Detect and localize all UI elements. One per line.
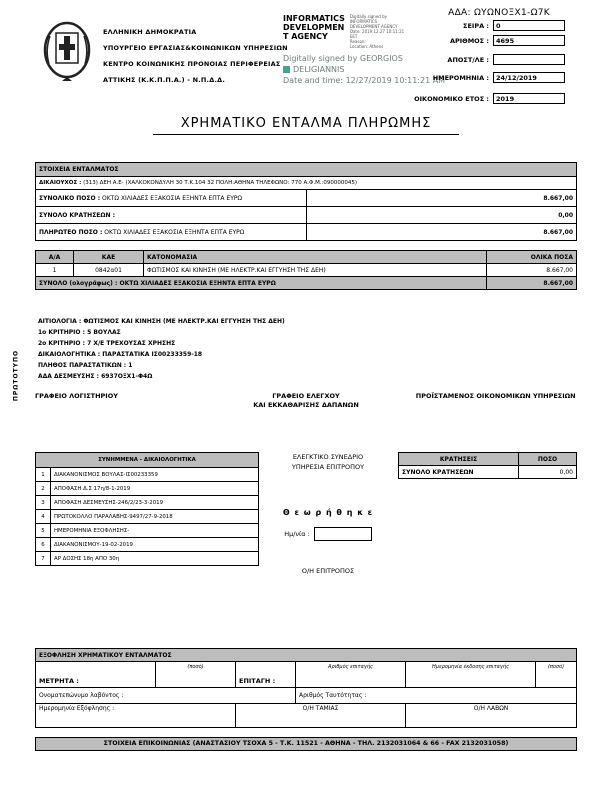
deductions-header-amount: ΠΟΣΟ xyxy=(519,453,577,466)
total-amount-value: 8.667,00 xyxy=(306,190,577,207)
criterion-2-line: 2ο ΚΡΙΤΗΡΙΟ : 7 Χ/Ε ΤΡΕΧΟΥΣΑΣ ΧΡΗΣΗΣ xyxy=(38,340,176,347)
attachment-num: 1 xyxy=(36,468,51,482)
deductions-words-cell xyxy=(36,207,307,224)
supporting-docs-line: ΔΙΚΑΙΟΛΟΓΗΤΙΚΑ : ΠΑΡΑΣΤΑΤΙΚΑ ΙΣ00233359-18 xyxy=(38,351,203,358)
cheque-amount-cell xyxy=(536,662,577,688)
attachment-num: 4 xyxy=(36,510,51,524)
attachment-text: ΑΠΟΦΑΣΗ Δ.Σ 17η/8-1-2019 xyxy=(51,482,259,496)
attachment-num: 6 xyxy=(36,538,51,552)
kae-row-name: ΦΩΤΙΣΜΟΣ ΚΑΙ ΚΙΝΗΣΗ (ΜΕ ΗΛΕΚΤΡ.ΚΑΙ ΕΓΓΥΗΣΗ ΤΗΣ ΔΕΗ) xyxy=(144,264,487,277)
cash-label: ΜΕΤΡΗΤΑ : xyxy=(39,677,79,685)
criterion-1-line: 1ο ΚΡΙΤΗΡΙΟ : 5 ΒΟΥΛΑΣ xyxy=(38,329,121,336)
receiver-label: Ο/Η ΛΑΒΩΝ xyxy=(406,704,577,728)
attachment-row xyxy=(36,524,259,538)
id-number-label: Αριθμός Ταυτότητας : xyxy=(296,688,577,704)
kae-row-aa: 1 xyxy=(36,264,74,277)
field-oikonomiko-etos xyxy=(414,93,565,104)
audit-office-label xyxy=(198,392,415,410)
attachment-text: ΗΜΕΡΟΜΗΝΙΑ ΕΞΟΦΛΗΣΗΣ- xyxy=(51,524,259,538)
beneficiary-value: (313) ΔΕΗ Α.Ε- (ΧΑΛΚΟΚΟΝΔΥΛΗ 30 Τ.Κ.104 32 ΠΟΛΗ:ΑΘΗΝΑ ΤΗΛΕΦΩΝΟ: 770 Α.Φ.Μ.:090000045) xyxy=(83,180,358,186)
issuing-agency-block xyxy=(103,24,288,88)
cheque-cell xyxy=(236,662,296,688)
ida-detail-line: Date: 2019.12.27 10:11:21 xyxy=(349,29,405,34)
justification-line: ΑΙΤΙΟΛΟΓΙΑ : ΦΩΤΙΣΜΟΣ ΚΑΙ ΚΙΝΗΣΗ (ΜΕ ΗΛΕΚΤΡ.ΚΑΙ ΕΓΓΥΗΣΗ ΤΗΣ ΔΕΗ) xyxy=(38,318,285,325)
page-title: ΧΡΗΜΑΤΙΚΟ ΕΝΤΑΛΜΑ ΠΛΗΡΩΜΗΣ xyxy=(153,116,460,135)
total-amount-words: ΟΚΤΩ ΧΙΛΙΑΔΕΣ ΕΞΑΚΟΣΙΑ ΕΞΗΝΤΑ ΕΠΤΑ ΕΥΡΩ xyxy=(102,194,243,202)
field-etos-value-box: 2019 xyxy=(493,93,565,104)
signer-datetime: Date and time: 12/27/2019 10:11:21 AM xyxy=(283,76,446,85)
deductions-table xyxy=(398,452,577,479)
ida-signature-stamp xyxy=(283,14,408,49)
attachment-text: ΠΡΩΤΟΚΟΛΛΟ ΠΑΡΑΛΑΒΗΣ-9497/27-9-2018 xyxy=(51,510,259,524)
audit-court-block xyxy=(262,452,394,575)
kae-header-amount: ΟΛΙΚΑ ΠΟΣΑ xyxy=(487,251,577,264)
accounting-office-label: ΓΡΑΦΕΙΟ ΛΟΓΙΣΤΗΡΙΟΥ xyxy=(35,392,118,400)
beneficiary-label: ΔΙΚΑΙΟΥΧΟΣ : xyxy=(39,180,82,186)
kae-header-name: ΚΑΤΟΝΟΜΑΣΙΑ xyxy=(144,251,487,264)
cash-amount-cell xyxy=(156,662,236,688)
justification-block xyxy=(38,316,285,382)
title-wrapper xyxy=(0,112,612,135)
payee-name-label: Ονοματεπώνυμο λαβόντος : xyxy=(36,688,296,704)
kae-header-aa: Α/Α xyxy=(36,251,74,264)
deductions-value: 0,00 xyxy=(306,207,577,224)
kae-header-kae: ΚΑΕ xyxy=(74,251,144,264)
agency-line-4: ΑΤΤΙΚΗΣ (Κ.Κ.Π.Π.Α.) - Ν.Π.Δ.Δ. xyxy=(103,76,226,84)
court-date-box xyxy=(314,527,372,541)
field-apost-value-box xyxy=(493,54,565,65)
audit-court-line-1: ΕΛΕΓΚΤΙΚΟ ΣΥΝΕΔΡΙΟ xyxy=(292,453,364,461)
payable-value: 8.667,00 xyxy=(306,224,577,241)
field-seira xyxy=(463,20,565,31)
payable-words-cell xyxy=(36,224,307,241)
field-seira-value-box: 0 xyxy=(493,20,565,31)
coat-of-arms-graphic xyxy=(40,20,94,82)
attachment-row xyxy=(36,468,259,482)
signer-name: DELIGIANNIS xyxy=(293,65,345,74)
attachment-num: 2 xyxy=(36,482,51,496)
field-imerominia-value-box: 24/12/2019 xyxy=(493,72,565,83)
attachment-row xyxy=(36,552,259,566)
ida-detail-line: Digitally signed by xyxy=(349,14,388,19)
cheque-date-hint: Ημερομηνία έκδοσης επιταγής xyxy=(432,664,509,670)
contact-info-bar: ΣΤΟΙΧΕΙΑ ΕΠΙΚΟΙΝΩΝΙΑΣ (ΑΝΑΣΤΑΣΙΟΥ ΤΣΟΧΑ 5 - Τ.Κ. 11521 - ΑΘΗΝΑ - ΤΗΛ. 2132031064 & 66 - FAX 2132031058) xyxy=(35,737,577,751)
kae-row-kae: 0842α01 xyxy=(74,264,144,277)
total-amount-words-cell xyxy=(36,190,307,207)
cheque-date-cell xyxy=(406,662,536,688)
field-arithmos xyxy=(450,35,565,46)
kae-total-label: ΣΥΝΟΛΟ (ολογράφως) : ΟΚΤΩ ΧΙΛΙΑΔΕΣ ΕΞΑΚΟΣΙΑ ΕΞΗΝΤΑ ΕΠΤΑ ΕΥΡΩ xyxy=(36,277,487,290)
attachment-text: ΑΠΟΦΑΣΗ ΔΕΣΜΕΥΣΗΣ-246/2/23-3-2019 xyxy=(51,496,259,510)
payment-settlement-table xyxy=(35,648,577,728)
attachment-num: 5 xyxy=(36,524,51,538)
cash-cell xyxy=(36,662,156,688)
kae-total-amount: 8.667,00 xyxy=(487,277,577,290)
ida-name-line: T AGENCY xyxy=(283,32,328,41)
ida-detail-line: INFORMATICS xyxy=(349,19,378,24)
cheque-label: ΕΠΙΤΑΓΗ : xyxy=(239,677,276,685)
kae-table xyxy=(35,250,577,290)
ada-code: ΑΔΑ: ΩΥΩΝΟΞΧ1-Ω7Κ xyxy=(448,8,550,18)
attachments-table xyxy=(35,452,259,566)
agency-line-1: ΕΛΛΗΝΙΚΗ ΔΗΜΟΚΡΑΤΙΑ xyxy=(103,28,197,36)
audit-office-line-2: ΚΑΙ ΕΚΚΑΘΑΡΙΣΗΣ ΔΑΠΑΝΩΝ xyxy=(253,401,359,409)
signer-line-2 xyxy=(283,64,445,75)
field-imerominia-label: ΗΜΕΡΟΜΗΝΙΑ : xyxy=(432,73,489,82)
attachment-row xyxy=(36,496,259,510)
financial-head-label: ΠΡΟΪΣΤΑΜΕΝΟΣ ΟΙΚΟΝΟΜΙΚΩΝ ΥΠΗΡΕΣΙΩΝ xyxy=(415,392,576,400)
ida-detail-line: Reason: xyxy=(349,39,366,44)
ida-name-line: DEVELOPMEN xyxy=(283,23,345,32)
ida-detail-line: Location: Athens xyxy=(349,44,384,49)
payoff-date-label: Ημερομηνία Εξόφλησης : xyxy=(36,704,236,728)
court-date-label: Ημ/νία : xyxy=(284,530,310,538)
deductions-label: ΣΥΝΟΛΟ ΚΡΑΤΗΣΕΩΝ : xyxy=(39,211,116,219)
docs-count-line: ΠΛΗΘΟΣ ΠΑΡΑΣΤΑΤΙΚΩΝ : 1 xyxy=(38,362,133,369)
attachment-num: 3 xyxy=(36,496,51,510)
greek-coat-of-arms xyxy=(40,20,94,82)
payment-section-title: ΕΞΟΦΛΗΣΗ ΧΡΗΜΑΤΙΚΟΥ ΕΝΤΑΛΜΑΤΟΣ xyxy=(36,649,577,662)
attachment-num: 7 xyxy=(36,552,51,566)
attachments-title: ΣΥΝΗΜΜΕΝΑ - ΔΙΚΑΙΟΛΟΓΗΤΙΚΑ xyxy=(36,453,259,468)
approved-stamp-text: Θ ε ω ρ ή θ η κ ε xyxy=(282,508,374,517)
kae-row xyxy=(36,264,577,277)
commissioner-label: Ο/Η ΕΠΙΤΡΟΠΟΣ xyxy=(301,567,355,575)
deductions-header-name: ΚΡΑΤΗΣΕΙΣ xyxy=(399,453,519,466)
attachment-row xyxy=(36,538,259,552)
audit-office-line-1: ΓΡΑΦΕΙΟ ΕΛΕΓΧΟΥ xyxy=(272,392,340,400)
attachment-text: ΔΙΑΚΑΝΟΝΙΣΜΟΥ-19-02-2019 xyxy=(51,538,259,552)
cashier-label: Ο/Η ΤΑΜΙΑΣ xyxy=(236,704,406,728)
cheque-number-cell xyxy=(296,662,406,688)
field-apost-label: ΑΠΟΣΤ/ΛΕ : xyxy=(447,55,489,64)
kae-row-amount: 8.667,00 xyxy=(487,264,577,277)
attachment-text: ΑΡ ΔΟΣΗΣ 18η ΑΠΟ 30η xyxy=(51,552,259,566)
total-amount-label: ΣΥΝΟΛΙΚΟ ΠΟΣΟ : xyxy=(39,194,101,202)
beneficiary-row xyxy=(36,177,577,190)
field-arithmos-value-box: 4695 xyxy=(493,35,565,46)
attachment-row xyxy=(36,482,259,496)
deductions-total-label: ΣΥΝΟΛΟ ΚΡΑΤΗΣΕΩΝ xyxy=(399,466,519,479)
office-signatures-row xyxy=(35,392,577,410)
ida-agency-name xyxy=(283,14,345,49)
cheque-number-hint: Αριθμός επιταγής xyxy=(328,664,373,670)
agency-line-2: ΥΠΟΥΡΓΕΙΟ ΕΡΓΑΣΙΑΣ&ΚΟΙΝΩΝΙΚΩΝ ΥΠΗΡΕΣΙΩΝ xyxy=(103,44,288,52)
agency-line-3: ΚΕΝΤΡΟ ΚΟΙΝΩΝΙΚΗΣ ΠΡΟΝΟΙΑΣ ΠΕΡΙΦΕΡΕΙΑΣ xyxy=(103,60,281,68)
cash-amount-hint: (ποσό) xyxy=(187,664,204,670)
field-etos-label: ΟΙΚΟΝΟΜΙΚΟ ΕΤΟΣ : xyxy=(414,94,489,103)
deductions-total-amount: 0,00 xyxy=(519,466,577,479)
court-date-row xyxy=(262,527,394,541)
field-imerominia xyxy=(433,72,565,83)
field-seira-label: ΣΕΙΡΑ : xyxy=(463,21,489,30)
attachment-row xyxy=(36,510,259,524)
certificate-icon xyxy=(283,66,290,73)
cheque-amount-hint: (ποσό) xyxy=(547,664,565,670)
commitment-ada-line: ΑΔΑ ΔΕΣΜΕΥΣΗΣ : 6937ΟΞΧ1-Φ4Ω xyxy=(38,373,153,380)
payable-label: ΠΛΗΡΩΤΕΟ ΠΟΣΟ : xyxy=(39,228,103,236)
ida-name-line: INFORMATICS xyxy=(283,14,345,23)
ida-detail-line: EET xyxy=(349,34,358,39)
voucher-details-table xyxy=(35,162,577,241)
signer-line-1: Digitally signed by GEORGIOS xyxy=(283,54,403,63)
field-apost xyxy=(447,54,565,65)
ida-signature-details xyxy=(350,14,408,49)
signer-signature-stamp xyxy=(283,53,445,86)
payable-words: ΟΚΤΩ ΧΙΛΙΑΔΕΣ ΕΞΑΚΟΣΙΑ ΕΞΗΝΤΑ ΕΠΤΑ ΕΥΡΩ xyxy=(104,228,245,236)
voucher-section-title: ΣΤΟΙΧΕΙΑ ΕΝΤΑΛΜΑΤΟΣ xyxy=(36,163,577,177)
field-arithmos-label: ΑΡΙΘΜΟΣ : xyxy=(449,36,489,45)
ida-detail-line: DEVELOPMENT AGENCY xyxy=(349,24,398,29)
audit-court-line-2: ΥΠΗΡΕΣΙΑ ΕΠΙΤΡΟΠΟΥ xyxy=(291,463,365,471)
original-copy-label: ΠΡΩΤΟΤΥΠΟ xyxy=(12,349,20,402)
attachment-text: ΔΙΑΚΑΝΟΝΙΣΜΟΣ ΒΟΥΛΑΣ-ΙΣ00233359 xyxy=(51,468,259,482)
